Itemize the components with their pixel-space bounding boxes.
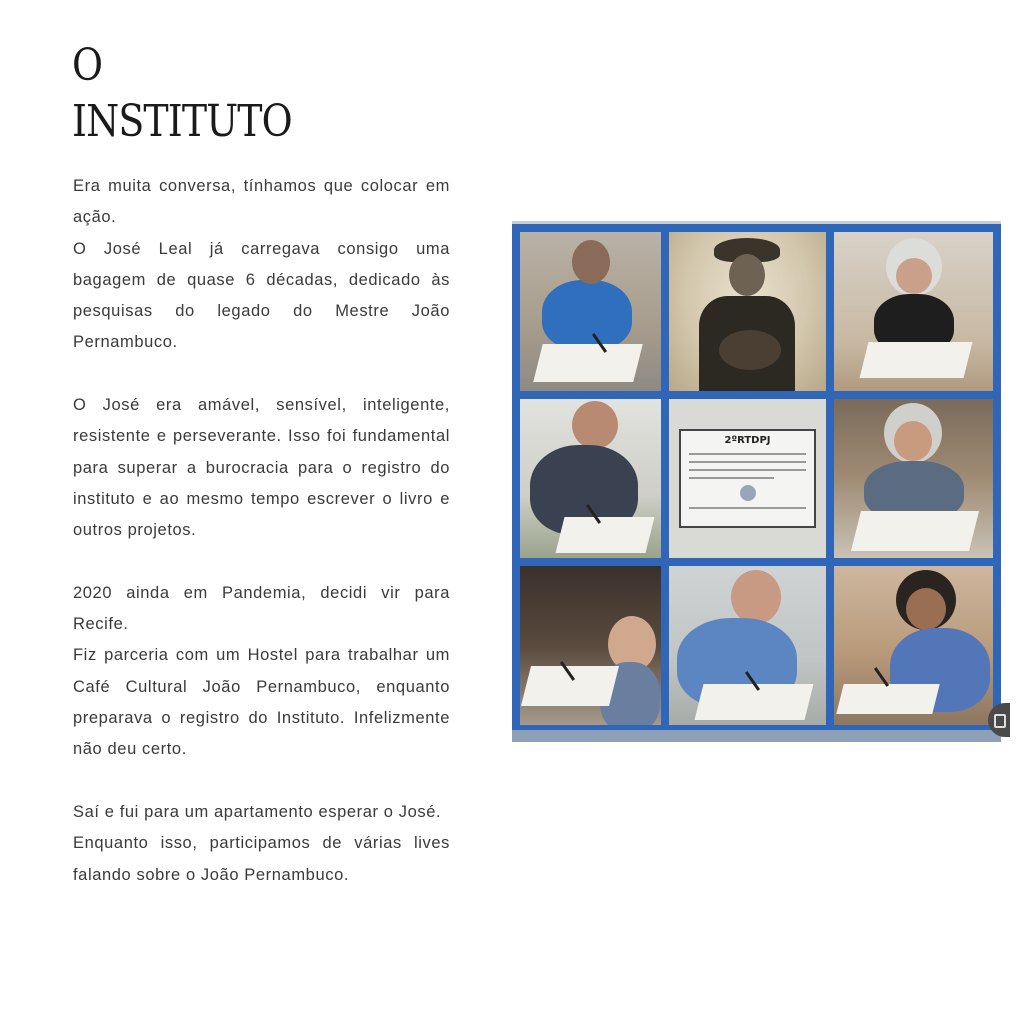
paragraph: Era muita conversa, tínhamos que colocar em ação.: [73, 177, 450, 227]
collage-photo-man-blue-shirt-writing: [669, 566, 826, 725]
collage-photo-vintage-portrait: [669, 232, 826, 391]
title-line-1: O: [72, 40, 103, 91]
paragraph-gap: [73, 766, 450, 797]
paragraph-gap: [73, 547, 450, 578]
certificate-heading: 2ºRTDPJ: [724, 435, 771, 446]
collage-photo-registry-certificate: [669, 399, 826, 558]
collage-photo-man-dark-shirt-signing: [520, 399, 661, 558]
collage-photo-man-curly-hair-signing: [834, 566, 993, 725]
paragraph-gap: [73, 359, 450, 390]
paragraph: Fiz parceria com um Hostel para trabalhar um Café Cultural João Pernambuco, enquanto preparava o registro do Instituto. Infelizmente não deu certo.: [73, 646, 450, 759]
certificate-text-line: [689, 507, 806, 509]
collage-photo-woman-glasses-signing: [834, 232, 993, 391]
paragraph: Enquanto isso, participamos de várias lives falando sobre o João Pernambuco.: [73, 834, 450, 884]
certificate-text-line: [689, 461, 806, 463]
certificate-text-line: [689, 453, 806, 455]
collage-photo-elder-man-signing: [520, 566, 661, 725]
seal-icon: [740, 485, 756, 501]
title-line-2: INSTITUTO: [72, 96, 292, 147]
collage-photo-woman-gray-hair-signing: [834, 399, 993, 558]
paragraph: Saí e fui para um apartamento esperar o José.: [73, 802, 442, 821]
paragraph: O José Leal já carregava consigo uma bagagem de quase 6 décadas, dedicado às pesquisas do legado do Mestre João Pernambuco.: [73, 239, 450, 352]
certificate: [679, 429, 816, 528]
paragraph: O José era amável, sensível, inteligente, resistente e perseverante. Isso foi fundamental para superar a burocracia para o registro do instituto e ao mesmo tempo escrever o livro e outros projetos.: [73, 396, 450, 540]
page-title: [72, 38, 328, 150]
certificate-text-line: [689, 469, 806, 471]
collage-photo-man-blue-shirt-signing: [520, 232, 661, 391]
paragraph: 2020 ainda em Pandemia, decidi vir para Recife.: [73, 583, 450, 634]
photo-collage[interactable]: [512, 221, 1001, 742]
body-text: [73, 171, 450, 891]
collage-bottom-border: [512, 730, 1001, 742]
certificate-text-line: [689, 477, 774, 479]
